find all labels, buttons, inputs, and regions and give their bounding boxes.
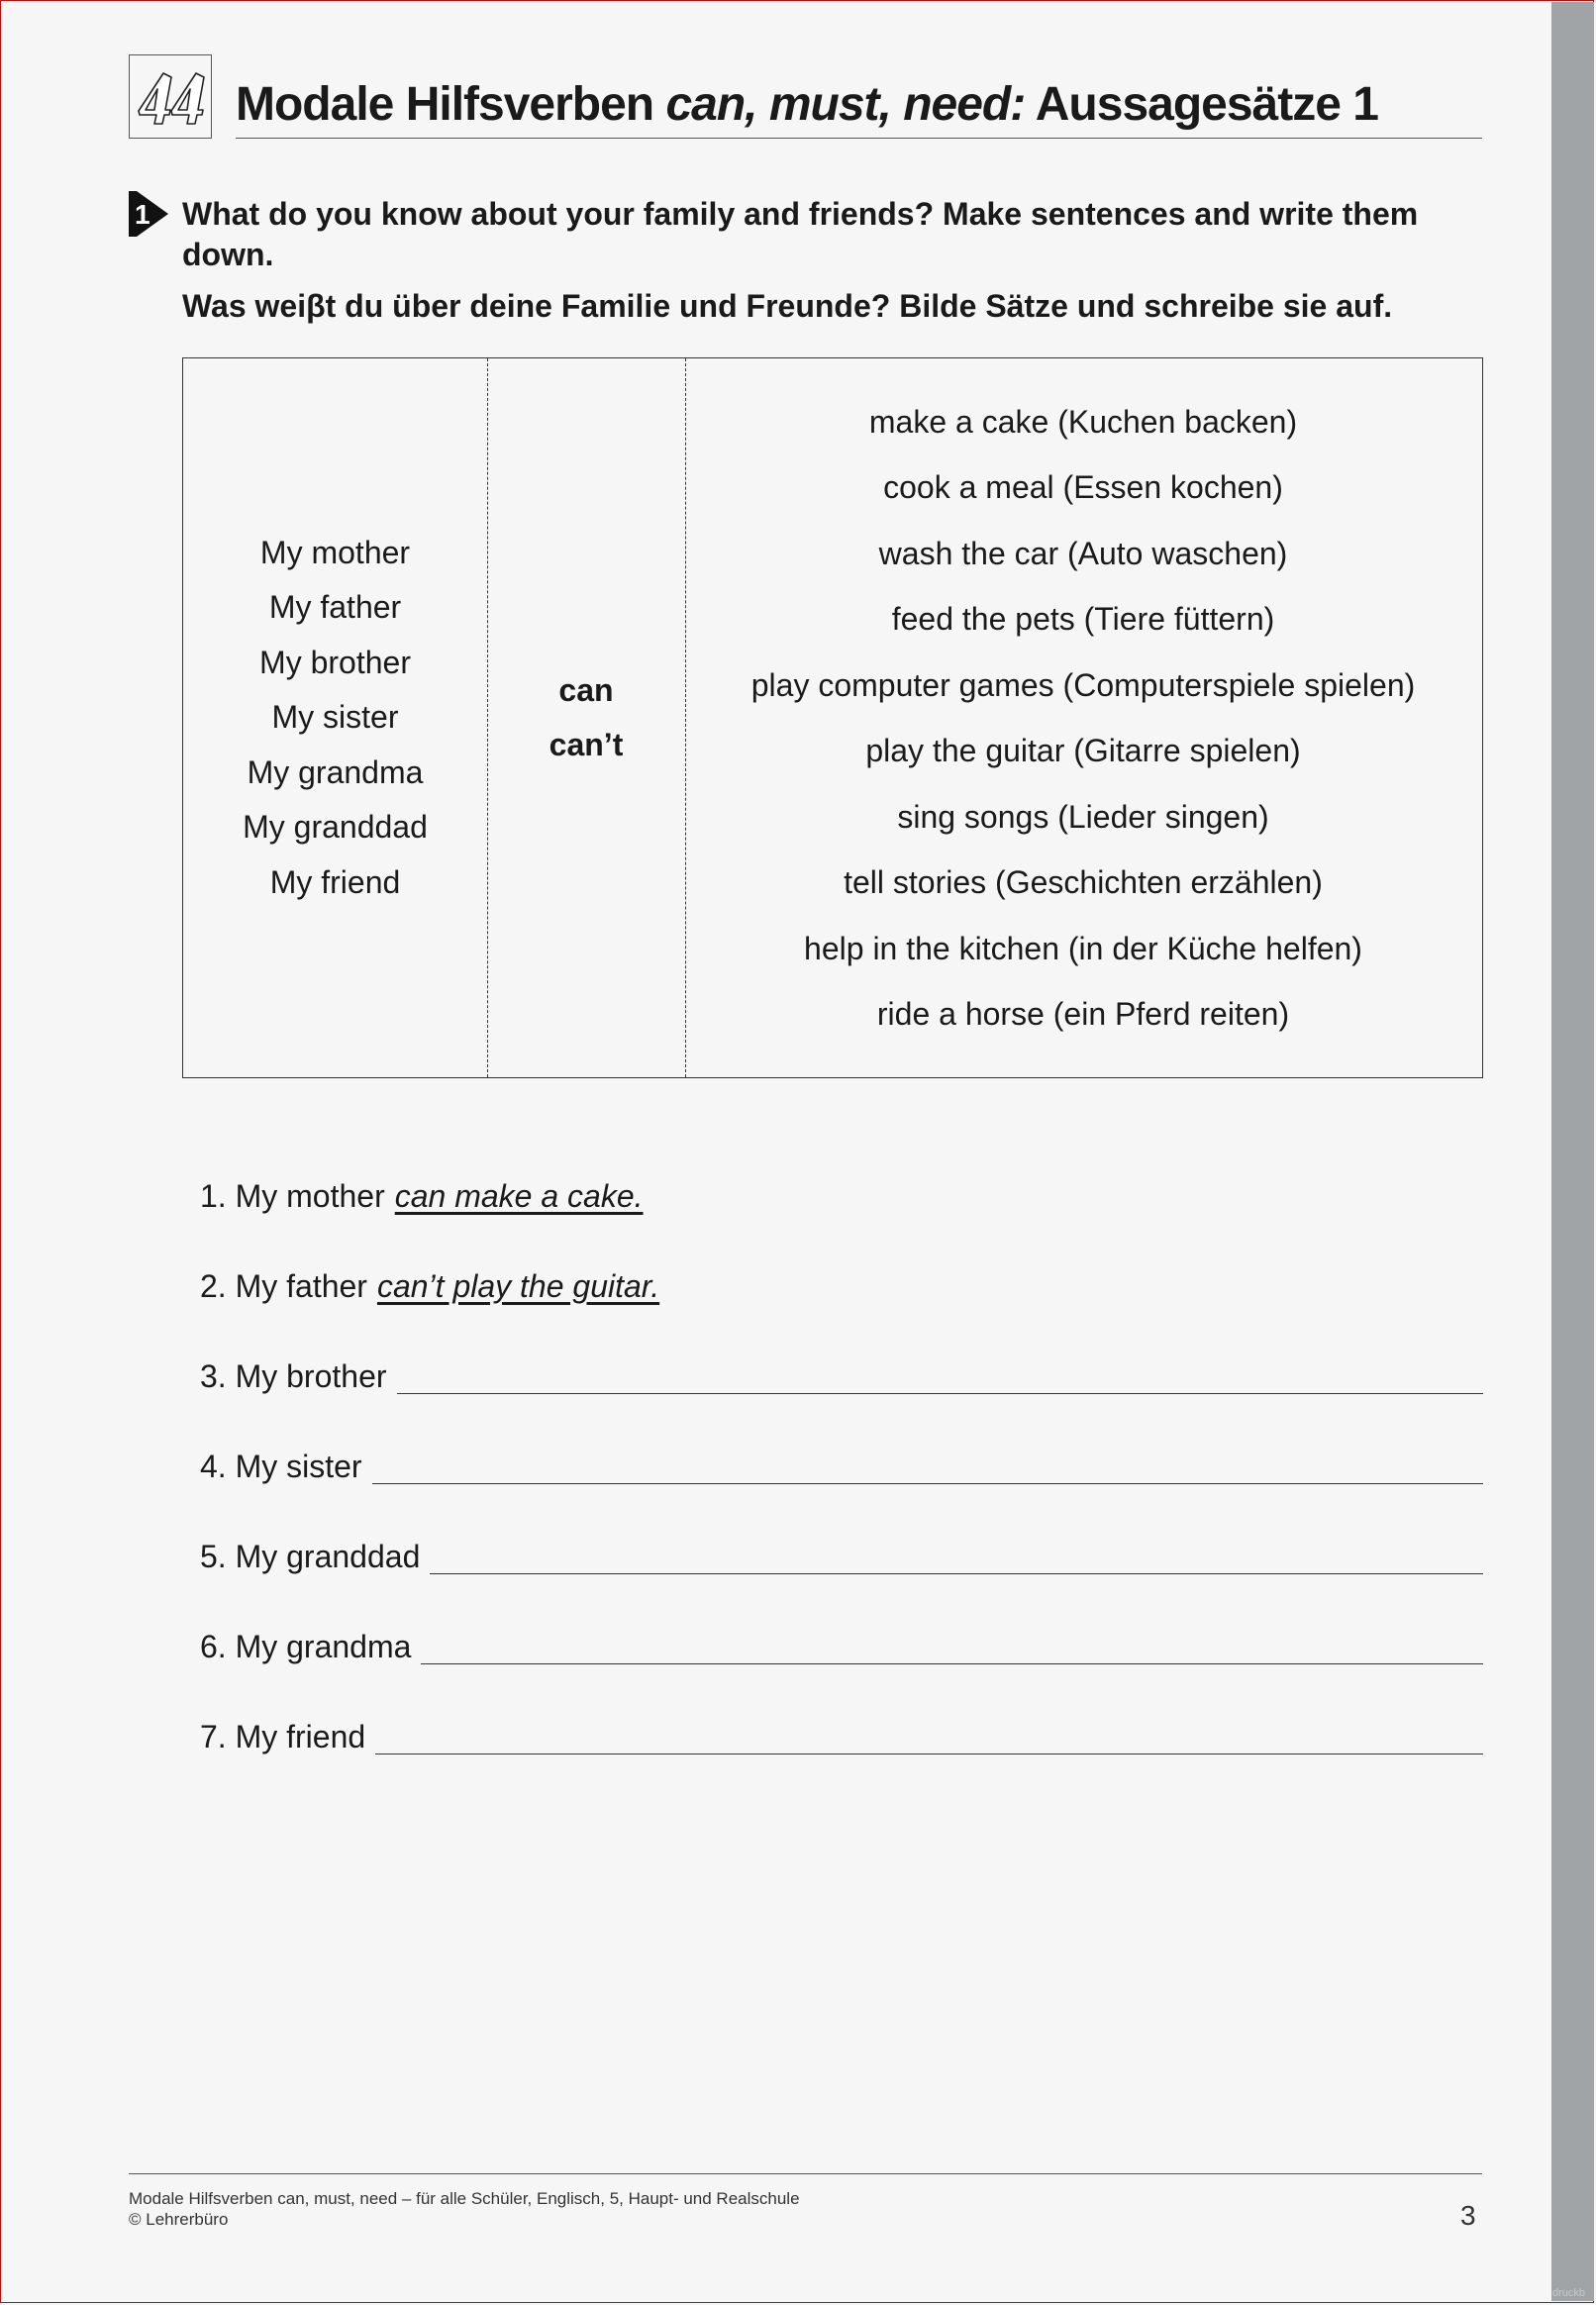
sentence-prefix: 3. My brother [200,1358,387,1394]
footer-divider [129,2173,1482,2174]
answer-blank-line[interactable] [372,1482,1483,1484]
answer-blank-line[interactable] [375,1753,1483,1754]
action-item: tell stories (Geschichten erzählen) [844,864,1323,900]
footer-credits [129,2188,800,2230]
action-item: help in the kitchen (in der Küche helfen) [804,930,1362,966]
sentence-line [200,1349,1483,1398]
answer-blank-line[interactable] [397,1392,1483,1394]
task-number-arrow-icon [129,191,168,237]
sentence-prefix: 2. My father [200,1268,367,1304]
action-item: play the guitar (Gitarre spielen) [865,733,1301,768]
task-instruction-english: What do you know about your family and friends? Make sentences and write them down. [182,196,1419,272]
subject-item: My grandma [247,753,424,790]
subject-item: My granddad [243,809,428,846]
sentence-line [200,1619,1483,1668]
unit-number-icon [129,54,212,139]
action-item: wash the car (Auto waschen) [878,535,1288,571]
sentence-prefix: 6. My grandma [200,1629,412,1664]
sentence-line [200,1439,1483,1488]
subject-item: My friend [269,863,401,900]
sentence-prefix: 5. My granddad [200,1539,421,1574]
action-item: make a cake (Kuchen backen) [868,403,1298,440]
modals-column [487,358,685,1077]
action-item: cook a meal (Essen kochen) [883,469,1283,505]
sentence-line [200,1709,1483,1758]
subject-item: My sister [271,699,399,736]
svg-text:1: 1 [135,199,150,230]
sentence-building-table [182,357,1483,1078]
example-sentence [200,1168,1483,1218]
title-underline [236,138,1482,139]
answer-blank-line[interactable] [430,1572,1483,1574]
answer-blank-line[interactable] [421,1662,1483,1664]
page-number: 3 [1460,2200,1476,2231]
footer-source: Modale Hilfsverben can, must, need – für alle Schüler, Englisch, 5, Haupt- und Realschule [129,2189,800,2208]
footer-copyright: © Lehrerbüro [129,2210,229,2229]
subject-item: My mother [259,534,411,570]
action-item: feed the pets (Tiere füttern) [891,601,1275,637]
page-edge-bar [1551,2,1594,2301]
sentence-prefix: 1. My mother [200,1178,385,1214]
modal-verb: can [558,671,614,708]
subjects-column [183,358,487,1077]
modal-verb: can’t [549,727,624,762]
sentence-answer: can make a cake. [394,1178,644,1214]
example-sentence [200,1258,1483,1308]
sentence-answer: can’t play the guitar. [376,1268,660,1304]
action-item: play computer games (Computerspiele spielen) [750,666,1416,703]
subject-item: My brother [259,644,411,680]
sentence-prefix: 4. My sister [200,1449,362,1484]
actions-column [685,358,1481,1077]
subject-item: My father [268,589,402,626]
task-instruction-german: Was weiβt du über deine Familie und Freunde? Bilde Sätze und schreibe sie auf. [182,288,1393,324]
action-item: ride a horse (ein Pferd reiten) [876,996,1290,1032]
sentence-prefix: 7. My friend [200,1719,366,1754]
page-title: Modale Hilfsverben can, must, need: Aussagesätze 1 [236,78,1378,131]
side-watermark: druckb [1552,2287,1586,2299]
sentence-line [200,1529,1483,1578]
action-item: sing songs (Lieder singen) [897,798,1269,835]
